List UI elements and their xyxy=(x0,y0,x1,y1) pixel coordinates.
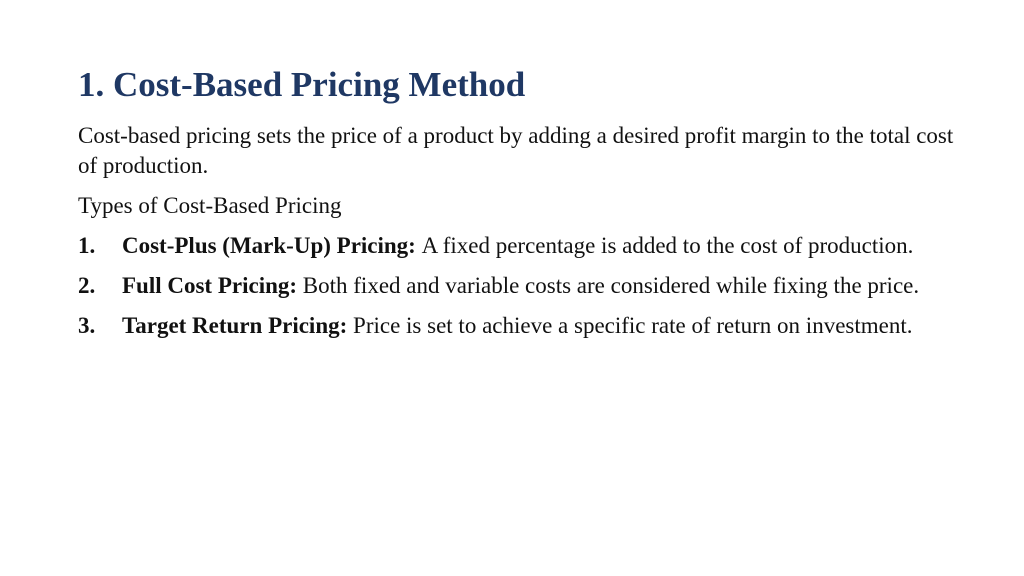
pricing-types-list xyxy=(78,231,958,341)
list-item-number: 1. xyxy=(78,233,96,258)
types-heading: Types of Cost-Based Pricing xyxy=(78,193,342,218)
intro-paragraph: Cost-based pricing sets the price of a product by adding a desired profit margin to the total cost of production. xyxy=(78,123,954,178)
list-item-description: Price is set to achieve a specific rate of return on investment. xyxy=(353,313,913,338)
list-item-term: Target Return Pricing: xyxy=(122,313,354,338)
list-item-description: Both fixed and variable costs are considered while fixing the price. xyxy=(302,273,920,298)
list-item-description: A fixed percentage is added to the cost of production. xyxy=(421,233,914,258)
slide-content xyxy=(78,121,958,351)
list-item xyxy=(78,311,958,341)
list-item-term: Full Cost Pricing: xyxy=(122,273,303,298)
slide-title: 1. Cost-Based Pricing Method xyxy=(78,65,526,104)
list-item-term: Cost-Plus (Mark-Up) Pricing: xyxy=(122,233,422,258)
list-item-number: 2. xyxy=(78,273,96,298)
list-item xyxy=(78,271,958,301)
list-item-number: 3. xyxy=(78,313,96,338)
list-item xyxy=(78,231,958,261)
